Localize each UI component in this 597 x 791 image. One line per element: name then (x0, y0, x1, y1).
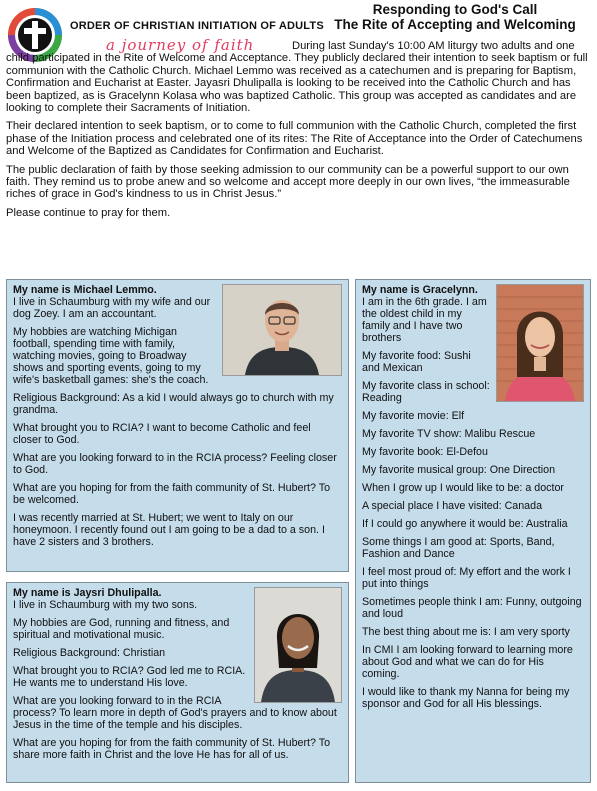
title-line-2: The Rite of Accepting and Welcoming (334, 17, 576, 32)
intro-paragraph-1: During last Sunday's 10:00 AM liturgy two adults and one child participated in the Rite of Welcome and Acceptance. They publicly declared their intention to seek baptism or full communion with the Catholic Church. Michael Lemmo was received as a catechumen and is preparing for Baptism, Confirmation and Eucharist at Easter. Jayasri Dhulipalla is looking to be received into the Catholic Church and has been baptized, as is Gracelynn Kolasa who was baptized Catholic. This group was accepted as candidates and are looking to complete their Sacraments of Initiation. (6, 40, 588, 115)
gracelynn-line: In CMI I am looking forward to learning more about God and what we can do for His coming. (362, 644, 573, 680)
jaysri-heading: My name is Jaysri Dhulipalla. (13, 587, 162, 599)
intro-paragraph-3: The public declaration of faith by those seeking admission to our community can be a powerful support to our own faith. They remind us to probe anew and so welcome and accept more deeply in our own lives, “the immeasurable riches of grace in God's kindness to us in Christ Jesus.” (6, 163, 570, 201)
gracelynn-line: My favorite TV show: Malibu Rescue (362, 428, 536, 440)
intro-paragraph-2: Their declared intention to seek baptism, or to come to full communion with the Catholic Church, completed the first phase of the Initiation process and celebrated one of its rites: The Rite of Acceptance into the Order of Catechumens and Welcome of the Baptized as Candidates for Confirmation and Eucharist. (6, 120, 583, 158)
profile-michael (6, 279, 349, 572)
jaysri-line: Religious Background: Christian (13, 647, 166, 659)
intro-paragraph-4: Please continue to pray for them. (6, 206, 171, 219)
gracelynn-line: Sometimes people think I am: Funny, outgoing and loud (362, 596, 582, 620)
gracelynn-line: The best thing about me is: I am very sporty (362, 626, 570, 638)
gracelynn-line: When I grow up I would like to be: a doctor (362, 482, 564, 494)
org-name: ORDER OF CHRISTIAN INITIATION OF ADULTS (70, 20, 324, 32)
profile-gracelynn (355, 279, 591, 783)
jaysri-line: I live in Schaumburg with my two sons. (13, 599, 198, 611)
gracelynn-line: I am in the 6th grade. I am the oldest child in my family and I have two brothers (362, 296, 487, 344)
gracelynn-line: If I could go anywhere it would be: Australia (362, 518, 568, 530)
gracelynn-line: My favorite food: Sushi and Mexican (362, 350, 471, 374)
intro-text (6, 40, 592, 225)
michael-line: I was recently married at St. Hubert; we went to Italy on our honeymoon. I recently found out I am going to be a dad to a son. I have 2 sisters and 3 brothers. (13, 512, 325, 548)
jaysri-line: My hobbies are God, running and fitness, and spiritual and motivational music. (13, 617, 230, 641)
jaysri-photo (254, 587, 342, 703)
michael-line: I live in Schaumburg with my wife and our dog Zoey. I am an accountant. (13, 296, 211, 320)
michael-line: What are you hoping for from the faith community of St. Hubert? To be welcomed. (13, 482, 331, 506)
michael-line: My hobbies are watching Michigan football, spending time with family, watching movies, going to Broadway shows and sporting events, going to my wife's basketball games: she's the coach. (13, 326, 209, 386)
gracelynn-heading: My name is Gracelynn. (362, 284, 478, 296)
gracelynn-line: A special place I have visited: Canada (362, 500, 543, 512)
jaysri-line: What are you looking forward to in the RCIA process? To learn more in depth of God's prayers and to know about Jesus in the time of the temple and his disciples. (13, 695, 337, 731)
michael-line: What are you looking forward to in the RCIA process? Feeling closer to God. (13, 452, 337, 476)
article-title (318, 2, 592, 32)
gracelynn-line: I would like to thank my Nanna for being my sponsor and God for all His blessings. (362, 686, 570, 710)
jaysri-line: What are you hoping for from the faith community of St. Hubert? To share more faith in Christ and the love He has for all of us. (13, 737, 331, 761)
gracelynn-photo (496, 284, 584, 402)
michael-photo (222, 284, 342, 376)
gracelynn-line: My favorite movie: Elf (362, 410, 465, 422)
michael-line: What brought you to RCIA? I want to become Catholic and feel closer to God. (13, 422, 311, 446)
jaysri-line: What brought you to RCIA? God led me to RCIA. He wants me to understand His love. (13, 665, 246, 689)
michael-heading: My name is Michael Lemmo. (13, 284, 157, 296)
gracelynn-line: My favorite class in school: Reading (362, 380, 490, 404)
tagline: a journey of faith (106, 36, 255, 54)
michael-line: Religious Background: As a kid I would always go to church with my grandma. (13, 392, 334, 416)
profile-jaysri (6, 582, 349, 783)
gracelynn-line: Some things I am good at: Sports, Band, Fashion and Dance (362, 536, 555, 560)
gracelynn-line: My favorite musical group: One Direction (362, 464, 556, 476)
title-line-1: Responding to God's Call (372, 2, 538, 17)
gracelynn-line: I feel most proud of: My effort and the work I put into things (362, 566, 571, 590)
gracelynn-line: My favorite book: El-Defou (362, 446, 488, 458)
